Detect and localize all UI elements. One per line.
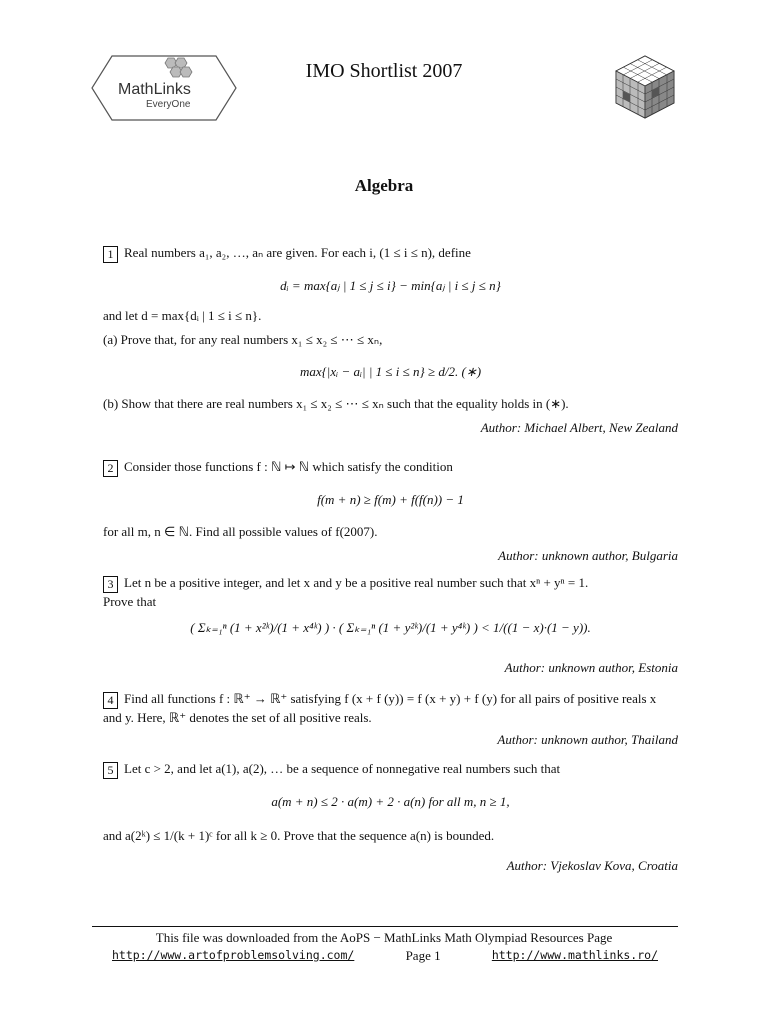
section-title: Algebra bbox=[354, 176, 414, 195]
problem-5 bbox=[103, 760, 678, 875]
footer-divider bbox=[92, 926, 678, 927]
problem-text: Let n be a positive integer, and let x and y be a positive real number such that xⁿ + yⁿ = 1. bbox=[124, 575, 589, 590]
display-formula: ( Σₖ₌₁ⁿ (1 + x²ᵏ)/(1 + x⁴ᵏ) ) · ( Σₖ₌₁ⁿ (1 + y²ᵏ)/(1 + y⁴ᵏ) ) < 1/((1 − x)·(1 − y)). bbox=[190, 619, 591, 635]
problem-1 bbox=[103, 244, 678, 437]
problem-number: 3 bbox=[103, 576, 118, 593]
problem-number: 5 bbox=[103, 762, 118, 779]
problem-text: Real numbers a₁, a₂, …, aₙ are given. For each i, (1 ≤ i ≤ n), define bbox=[124, 245, 471, 260]
problem-4 bbox=[103, 690, 678, 749]
problem-number: 4 bbox=[103, 692, 118, 709]
page-number: Page 1 bbox=[405, 948, 441, 963]
problem-text: for all m, n ∈ ℕ. Find all possible values of f(2007). bbox=[103, 523, 378, 539]
problem-2 bbox=[103, 458, 678, 565]
problem-text: Let c > 2, and let a(1), a(2), … be a sequence of nonnegative real numbers such that bbox=[124, 761, 561, 776]
display-formula: f(m + n) ≥ f(m) + f(f(n)) − 1 bbox=[317, 491, 464, 507]
problem-text: and let d = max{dᵢ | 1 ≤ i ≤ n}. bbox=[103, 307, 262, 323]
display-formula: max{|xᵢ − aᵢ| | 1 ≤ i ≤ n} ≥ d/2. (∗) bbox=[299, 363, 482, 379]
display-formula: dᵢ = max{aⱼ | 1 ≤ j ≤ i} − min{aⱼ | i ≤ j ≤ n} bbox=[280, 277, 501, 293]
display-formula: a(m + n) ≤ 2 · a(m) + 2 · a(n) for all m, n ≥ 1, bbox=[271, 793, 510, 809]
page-title: IMO Shortlist 2007 bbox=[305, 60, 463, 82]
problem-text: Find all functions f : ℝ⁺ → ℝ⁺ satisfying f (x + f (y)) = f (x + y) + f (y) for all pairs of positive reals x and y. Here, ℝ⁺ denotes the set of all positive reals. bbox=[103, 691, 657, 725]
cube-graphic bbox=[612, 54, 678, 120]
author-line: Author: Michael Albert, New Zealand bbox=[480, 419, 678, 435]
problem-number: 1 bbox=[103, 246, 118, 263]
author-line: Author: unknown author, Estonia bbox=[504, 659, 678, 675]
author-line: Author: Vjekoslav Kova, Croatia bbox=[506, 857, 678, 873]
problem-part-b: (b) Show that there are real numbers x₁ ≤ x₂ ≤ ⋯ ≤ xₙ such that the equality holds in (∗). bbox=[103, 395, 569, 411]
author-line: Author: unknown author, Bulgaria bbox=[498, 547, 678, 563]
footer-text: This file was downloaded from the AoPS − MathLinks Math Olympiad Resources Page bbox=[155, 930, 613, 945]
problem-3 bbox=[103, 574, 678, 677]
problem-part-a: (a) Prove that, for any real numbers x₁ ≤ x₂ ≤ ⋯ ≤ xₙ, bbox=[103, 331, 383, 347]
problem-text: Prove that bbox=[103, 593, 157, 609]
problem-number: 2 bbox=[103, 460, 118, 477]
problem-text: Consider those functions f : ℕ ↦ ℕ which satisfy the condition bbox=[124, 459, 453, 474]
mathlinks-link[interactable]: http://www.mathlinks.ro/ bbox=[491, 948, 658, 962]
author-line: Author: unknown author, Thailand bbox=[497, 731, 678, 747]
logo-text: MathLinks bbox=[118, 81, 191, 98]
footer-links bbox=[112, 948, 658, 964]
aops-link[interactable]: http://www.artofproblemsolving.com/ bbox=[112, 948, 355, 962]
problem-text: and a(2ᵏ) ≤ 1/(k + 1)ᶜ for all k ≥ 0. Prove that the sequence a(n) is bounded. bbox=[103, 827, 495, 843]
logo-subtext: EveryOne bbox=[146, 99, 191, 110]
